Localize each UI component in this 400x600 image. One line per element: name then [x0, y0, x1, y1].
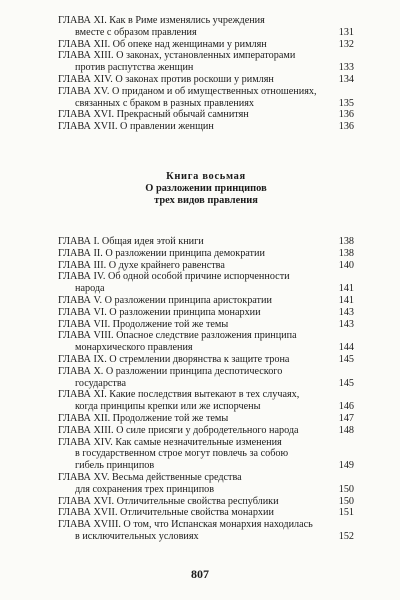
- page-reference: 150: [338, 495, 354, 507]
- page-reference: 150: [338, 483, 354, 495]
- entry-line: против распутства женщин: [75, 62, 194, 74]
- entry-line: гибель принципов: [75, 460, 155, 472]
- toc-entry: [58, 366, 354, 390]
- entry-line: ГЛАВА VI. О разложении принципа монархии: [58, 306, 261, 318]
- entry-line: в государственном строе могут повлечь за собою: [75, 448, 289, 460]
- entry-line: ГЛАВА XIV. О законах против роскоши у римлян: [58, 73, 274, 85]
- page-reference: 146: [338, 401, 354, 413]
- entry-line: ГЛАВА XVII. Отличительные свойства монархии: [58, 507, 274, 519]
- page-reference: 143: [338, 306, 354, 318]
- page-reference: 151: [338, 507, 354, 519]
- entry-line: ГЛАВА XIII. О силе присяги у добродетельного народа: [58, 424, 299, 436]
- page-reference: 148: [338, 424, 354, 436]
- toc-entry: [58, 86, 354, 110]
- entry-line: вместе с образом правления: [75, 26, 197, 38]
- toc-entry: [58, 519, 354, 543]
- toc-entry: [58, 109, 354, 121]
- toc-entry: [58, 295, 354, 307]
- toc-entry: [58, 425, 354, 437]
- entry-line: ГЛАВА XVII. О правлении женщин: [58, 121, 214, 133]
- page-number: 807: [191, 567, 209, 581]
- page-reference: 140: [338, 259, 354, 271]
- page-reference: 138: [338, 236, 354, 247]
- entry-line: связанных с браком в разных правлениях: [75, 97, 254, 109]
- page-reference: 134: [338, 73, 354, 85]
- entry-line: ГЛАВА XVI. Прекрасный обычай самнитян: [58, 109, 249, 121]
- entry-line: ГЛАВА XI. Как в Риме изменялись учреждения: [58, 15, 265, 26]
- toc-entry: [58, 319, 354, 331]
- toc-entry: [58, 437, 354, 472]
- page-reference: 136: [338, 109, 354, 121]
- entry-line: для сохранения трех принципов: [75, 483, 215, 495]
- toc-entry: [58, 236, 354, 248]
- toc-entry: [58, 260, 354, 272]
- page-reference: 132: [338, 38, 354, 50]
- entry-line: ГЛАВА XI. Какие последствия вытекают в тех случаях,: [58, 389, 300, 401]
- entry-line: ГЛАВА XVI. Отличительные свойства республики: [58, 495, 279, 507]
- entry-line: ГЛАВА IV. Об одной особой причине испорченности: [58, 271, 290, 283]
- page-reference: 147: [338, 412, 354, 424]
- toc-entry: [58, 307, 354, 319]
- page-reference: 141: [338, 294, 354, 306]
- toc-entry: [58, 413, 354, 425]
- entry-line: ГЛАВА V. О разложении принципа аристократии: [58, 294, 272, 306]
- toc-entry: [58, 15, 354, 39]
- toc-entry: [58, 496, 354, 508]
- toc-entry: [58, 271, 354, 295]
- entry-line: ГЛАВА III. О духе крайнего равенства: [58, 259, 225, 271]
- page-reference: 133: [338, 62, 354, 74]
- page-reference: 135: [338, 97, 354, 109]
- entry-line: народа: [75, 283, 105, 295]
- toc-entry: [58, 248, 354, 260]
- entry-line: государства: [75, 377, 127, 389]
- entry-line: монархического правления: [75, 342, 193, 354]
- toc-entry: [58, 39, 354, 51]
- entry-line: ГЛАВА XII. Об опеке над женщинами у римлян: [58, 38, 267, 50]
- entry-line: ГЛАВА II. О разложении принципа демократии: [58, 247, 265, 259]
- toc-entry: [58, 74, 354, 86]
- entry-line: ГЛАВА XV. Весьма действенные средства: [58, 471, 242, 483]
- entry-line: ГЛАВА X. О разложении принципа деспотического: [58, 365, 283, 377]
- page-reference: 149: [338, 460, 354, 472]
- page-reference: 145: [338, 353, 354, 365]
- toc-block-top: [58, 15, 354, 133]
- page-reference: 131: [338, 26, 354, 38]
- page-reference: 144: [338, 342, 354, 354]
- toc-block-bottom: [58, 236, 354, 543]
- entry-line: в исключительных условиях: [75, 530, 199, 542]
- entry-line: когда принципы крепки или же испорчены: [75, 401, 261, 413]
- entry-line: ГЛАВА IX. О стремлении дворянства к защите трона: [58, 353, 290, 365]
- entry-line: ГЛАВА XV. О приданом и об имущественных отношениях,: [58, 85, 317, 97]
- book-title: Книга восьмая: [166, 171, 246, 182]
- toc-entry: [58, 354, 354, 366]
- toc-entry: [58, 330, 354, 354]
- entry-line: ГЛАВА XIII. О законах, установленных императорами: [58, 50, 296, 62]
- page-reference: 143: [338, 318, 354, 330]
- page-reference: 152: [338, 530, 354, 542]
- toc-entry: [58, 121, 354, 133]
- page-reference: 138: [338, 247, 354, 259]
- entry-line: ГЛАВА I. Общая идея этой книги: [58, 236, 204, 247]
- entry-line: ГЛАВА VII. Продолжение той же темы: [58, 318, 229, 330]
- page-reference: 136: [338, 121, 354, 133]
- book-subtitle-line: О разложении принципов: [145, 183, 267, 195]
- toc-entry: [58, 389, 354, 413]
- page-reference: 145: [338, 377, 354, 389]
- toc-entry: [58, 507, 354, 519]
- entry-line: ГЛАВА XVIII. О том, что Испанская монархия находилась: [58, 519, 313, 531]
- book-heading: [58, 171, 354, 208]
- page-reference: 141: [338, 283, 354, 295]
- entry-line: ГЛАВА XIV. Как самые незначительные изменения: [58, 436, 282, 448]
- entry-line: ГЛАВА XII. Продолжение той же темы: [58, 412, 229, 424]
- toc-entry: [58, 472, 354, 496]
- entry-line: ГЛАВА VIII. Опасное следствие разложения принципа: [58, 330, 297, 342]
- book-subtitle-line: трех видов правления: [154, 195, 258, 207]
- toc-entry: [58, 50, 354, 74]
